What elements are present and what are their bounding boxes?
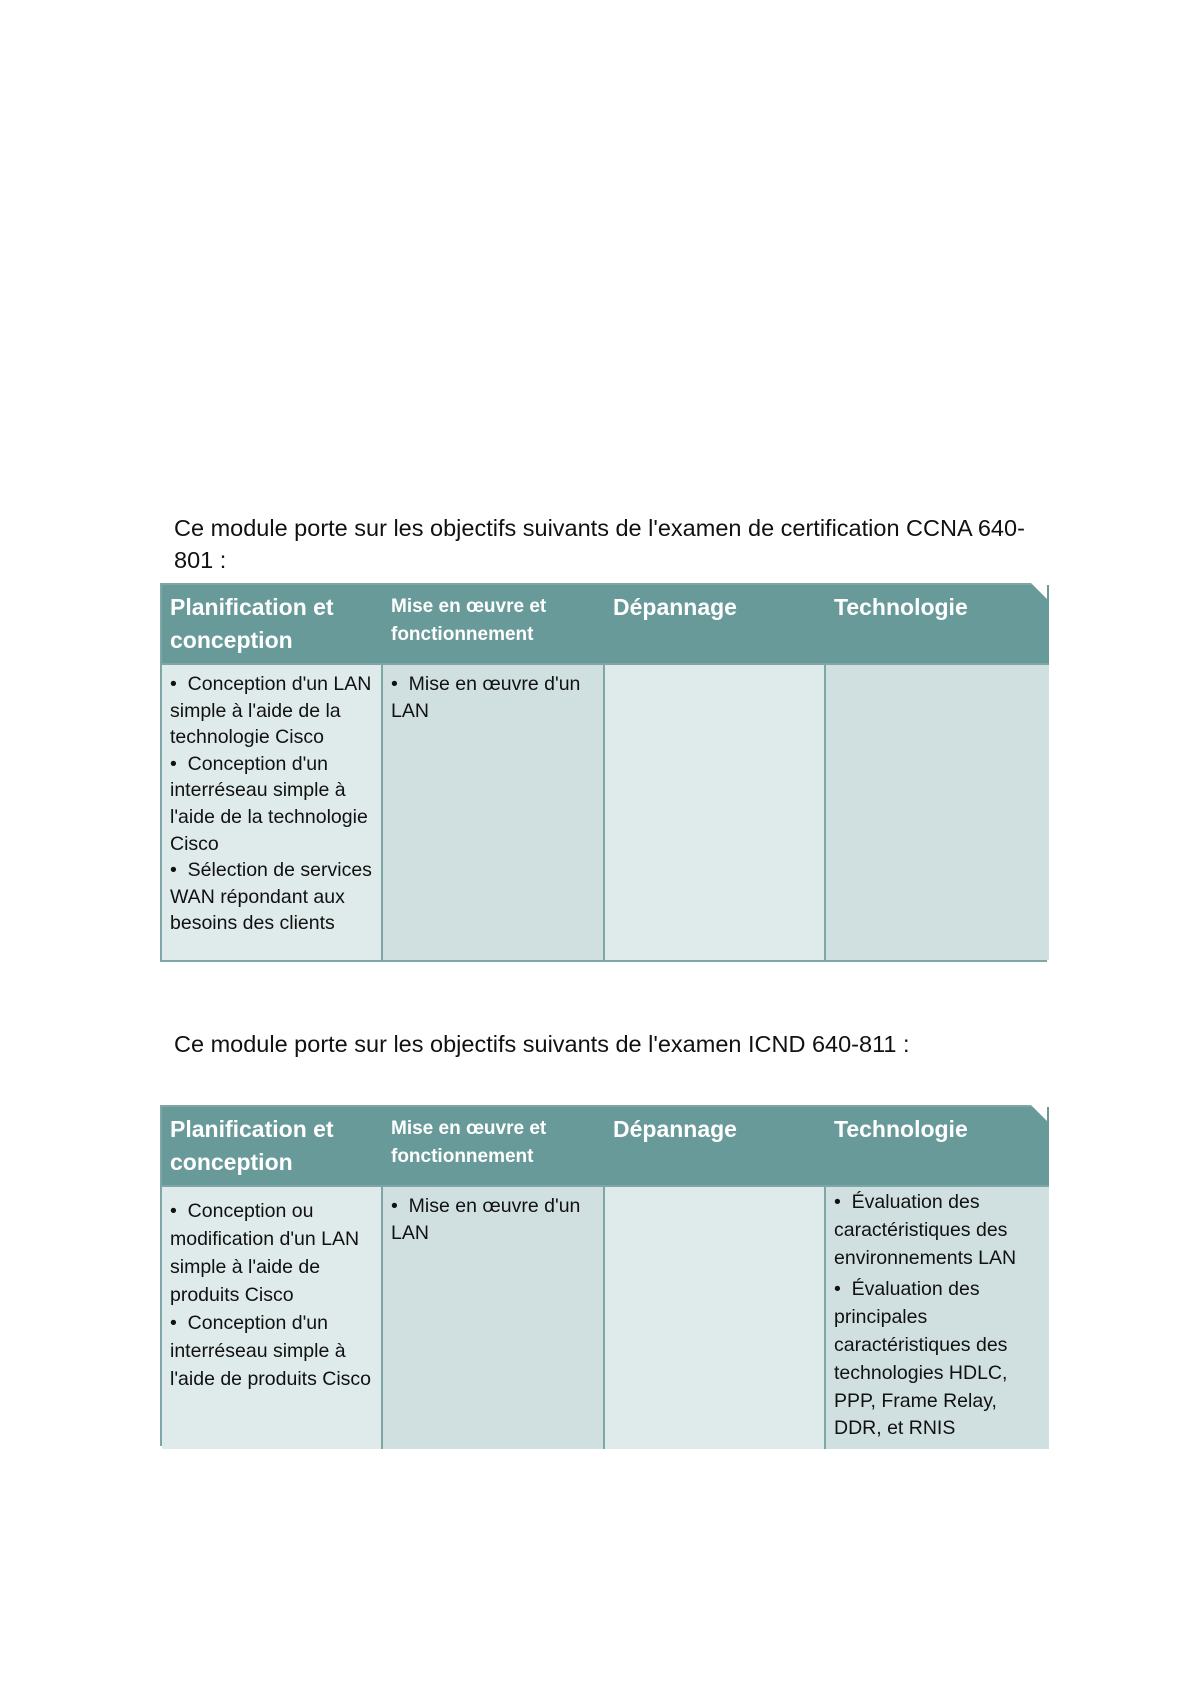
cell-depannage: [605, 1187, 826, 1449]
header-depannage: Dépannage: [605, 585, 826, 665]
header-planification: Planification et conception: [162, 1107, 383, 1187]
corner-cut: [1031, 583, 1047, 599]
corner-cut: [1031, 1105, 1047, 1121]
list-item: • Sélection de services WAN répondant aux besoins des clients: [170, 857, 373, 937]
cell-depannage: [605, 665, 826, 960]
cell-technologie: [826, 1187, 1049, 1449]
header-depannage: Dépannage: [605, 1107, 826, 1187]
objectives-table-icnd: [160, 1105, 1047, 1446]
section2-intro: Ce module porte sur les objectifs suivants de l'examen ICND 640-811 :: [174, 1031, 910, 1057]
list-item: • Mise en œuvre d'un LAN: [391, 1193, 595, 1246]
objectives-table-ccna: [160, 583, 1047, 962]
list-item: • Évaluation des principales caractéristiques des technologies HDLC, PPP, Frame Relay, DDR, et RNIS: [834, 1276, 1041, 1443]
section1-intro: Ce module porte sur les objectifs suivants de l'examen de certification CCNA 640-801 :: [174, 515, 1025, 573]
list-item: • Conception ou modification d'un LAN simple à l'aide de produits Cisco: [170, 1197, 373, 1309]
list-item: • Conception d'un interréseau simple à l'aide de la technologie Cisco: [170, 751, 373, 857]
list-item: • Conception d'un interréseau simple à l'aide de produits Cisco: [170, 1309, 373, 1393]
list-item: • Conception d'un LAN simple à l'aide de la technologie Cisco: [170, 671, 373, 751]
cell-mise-en-oeuvre: [383, 665, 605, 960]
header-planification: Planification et conception: [162, 585, 383, 665]
list-item: • Évaluation des caractéristiques des environnements LAN: [834, 1189, 1041, 1272]
header-technologie: Technologie: [826, 1107, 1049, 1187]
cell-technologie: [826, 665, 1049, 960]
header-mise-en-oeuvre: Mise en œuvre et fonctionnement: [383, 585, 605, 665]
cell-mise-en-oeuvre: [383, 1187, 605, 1449]
cell-planification: [162, 665, 383, 960]
header-technologie: Technologie: [826, 585, 1049, 665]
list-item: • Mise en œuvre d'un LAN: [391, 671, 595, 724]
header-mise-en-oeuvre: Mise en œuvre et fonctionnement: [383, 1107, 605, 1187]
cell-planification: [162, 1187, 383, 1449]
